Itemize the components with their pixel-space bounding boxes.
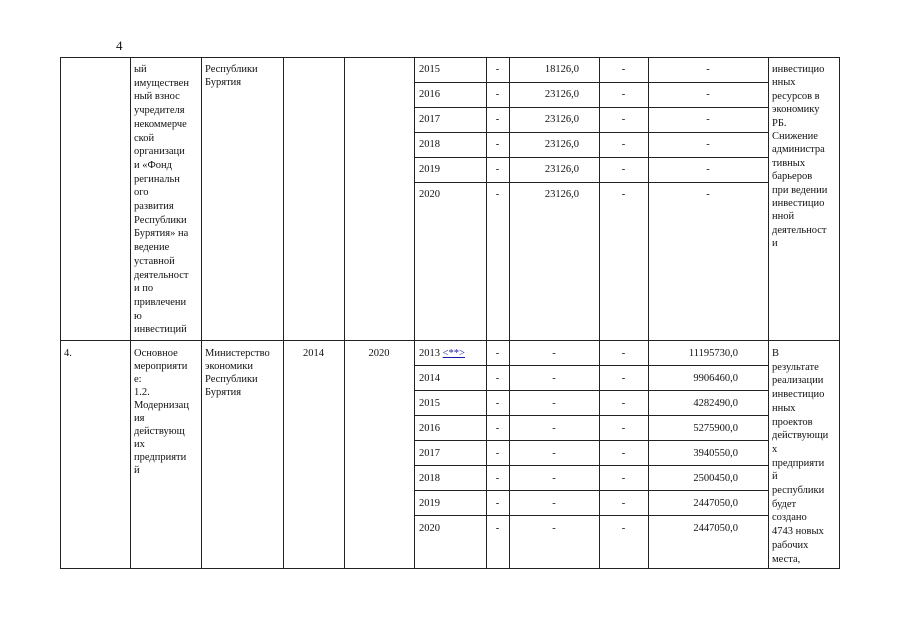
value-cell: - — [495, 448, 500, 459]
result-text: действующи — [772, 430, 829, 442]
value-cell: 11195730,0 — [688, 348, 738, 359]
measure-name-text: мероприяти — [134, 361, 188, 372]
value-cell: - — [495, 64, 500, 75]
year-cell: 2018 — [419, 139, 440, 150]
executor-text: Республики — [205, 64, 258, 75]
column-border — [599, 57, 600, 569]
result-text: проектов — [772, 416, 813, 428]
result-text: В — [772, 348, 780, 359]
result-text: рабочих — [772, 539, 809, 551]
value-cell: - — [552, 473, 556, 484]
year-cell: 2020 — [419, 189, 440, 200]
year-row-border — [414, 440, 768, 441]
measure-name-text: организаци — [134, 146, 185, 158]
value-cell: - — [706, 189, 710, 200]
row-number: 4. — [64, 348, 72, 359]
year-cell: 2017 — [419, 114, 440, 125]
year-cell: 2013 <**> — [419, 348, 465, 359]
result-text: будет — [772, 498, 797, 510]
result-text: Снижение — [772, 131, 818, 142]
measure-name-text: ого — [134, 187, 149, 199]
value-cell: 2447050,0 — [693, 498, 738, 509]
value-cell: - — [495, 114, 500, 125]
value-cell: - — [552, 523, 556, 534]
result-text: ресурсов в — [772, 90, 820, 102]
year-row-border — [414, 465, 768, 466]
year-cell: 2018 — [419, 473, 440, 484]
value-cell: - — [706, 114, 710, 125]
result-text: администра — [772, 144, 825, 156]
value-cell: 23126,0 — [544, 189, 579, 200]
year-row-border — [414, 365, 768, 366]
value-cell: 23126,0 — [544, 89, 579, 100]
value-cell: - — [621, 139, 626, 150]
result-text: й — [772, 471, 778, 483]
value-cell: 23126,0 — [544, 139, 579, 150]
year-cell: 2017 — [419, 448, 440, 459]
column-border — [509, 57, 510, 569]
value-cell: - — [552, 423, 556, 434]
year-row-border — [414, 157, 768, 158]
measure-name-text: Основное — [134, 348, 178, 359]
year-row-border — [414, 107, 768, 108]
value-cell: - — [495, 189, 500, 200]
value-cell: - — [621, 498, 626, 509]
value-cell: - — [621, 114, 626, 125]
column-border — [201, 57, 202, 569]
year-cell: 2019 — [419, 164, 440, 175]
column-border — [283, 57, 284, 569]
year-cell: 2016 — [419, 423, 440, 434]
year-row-border — [414, 182, 768, 183]
value-cell: - — [552, 348, 556, 359]
year-cell: 2014 — [419, 373, 440, 384]
executor-text: Республики — [205, 374, 258, 385]
value-cell: - — [621, 423, 626, 434]
result-text: предприяти — [772, 457, 825, 469]
measure-name-text: регинальн — [134, 173, 180, 185]
value-cell: - — [621, 189, 626, 200]
result-text: при ведении — [772, 184, 828, 196]
result-text: инвестицио — [772, 389, 825, 401]
measure-name-text: некоммерче — [134, 118, 187, 130]
measure-name-text: Республики — [134, 214, 187, 226]
measure-name-text: имуществен — [134, 77, 189, 89]
measure-name-text: предприяти — [134, 452, 187, 463]
column-border — [768, 57, 769, 569]
value-cell: - — [621, 164, 626, 175]
value-cell: - — [621, 398, 626, 409]
value-cell: 23126,0 — [544, 164, 579, 175]
result-text: реализации — [772, 375, 824, 387]
value-cell: - — [706, 89, 710, 100]
value-cell: - — [495, 164, 500, 175]
year-cell: 2015 — [419, 398, 440, 409]
measure-name-text: учредителя — [134, 105, 185, 117]
measure-name-text: уставной — [134, 255, 175, 267]
value-cell: - — [495, 348, 500, 359]
value-cell: - — [495, 139, 500, 150]
measure-name-text: ской — [134, 132, 155, 144]
column-border — [648, 57, 649, 569]
column-border — [60, 57, 61, 569]
measure-name-text: ю — [134, 310, 142, 322]
value-cell: - — [495, 398, 500, 409]
year-row-border — [414, 490, 768, 491]
measure-name-text: Бурятия» на — [134, 228, 189, 240]
column-border — [839, 57, 840, 569]
measure-name-text: ный взнос — [134, 91, 180, 103]
value-cell: - — [706, 64, 710, 75]
executor-text: Министерство — [205, 348, 270, 359]
value-cell: - — [621, 448, 626, 459]
value-cell: - — [552, 448, 556, 459]
result-text: места, — [772, 553, 801, 565]
executor-text: Бурятия — [205, 77, 242, 88]
value-cell: - — [621, 373, 626, 384]
result-text: инвестицио — [772, 198, 825, 209]
measure-name-text: и по — [134, 283, 154, 295]
value-cell: 2447050,0 — [693, 523, 738, 534]
value-cell: 5275900,0 — [693, 423, 738, 434]
result-text: нных — [772, 402, 796, 414]
value-cell: - — [495, 373, 500, 384]
value-cell: - — [621, 89, 626, 100]
result-text: нной — [772, 211, 795, 223]
column-border — [130, 57, 131, 569]
value-cell: - — [495, 89, 500, 100]
measure-name-text: и «Фонд — [134, 159, 173, 171]
value-cell: - — [706, 164, 710, 175]
result-text: и — [772, 238, 778, 250]
measure-name-text: ведение — [134, 242, 170, 254]
year-row-border — [414, 390, 768, 391]
value-cell: - — [552, 398, 556, 409]
value-cell: - — [495, 523, 500, 534]
measure-name-text: действующ — [134, 426, 185, 437]
result-text: результате — [772, 361, 819, 373]
value-cell: - — [495, 498, 500, 509]
executor-text: экономики — [205, 361, 253, 372]
value-cell: 2500450,0 — [693, 473, 738, 484]
column-border — [344, 57, 345, 569]
measure-name-text: ый — [134, 64, 147, 75]
result-text: нных — [772, 77, 796, 89]
value-cell: - — [552, 373, 556, 384]
value-cell: - — [621, 64, 626, 75]
column-border — [486, 57, 487, 569]
table-top-border — [60, 57, 840, 58]
value-cell: 23126,0 — [544, 114, 579, 125]
value-cell: - — [621, 523, 626, 534]
value-cell: - — [621, 348, 626, 359]
value-cell: - — [706, 139, 710, 150]
result-text: инвестицио — [772, 64, 825, 75]
measure-name-text: 1.2. — [134, 387, 150, 398]
page-number: 4 — [116, 38, 123, 53]
year-row-border — [414, 415, 768, 416]
result-text: 4743 новых — [772, 526, 824, 538]
year-cell: 2015 — [419, 64, 440, 75]
start-year: 2014 — [303, 348, 324, 359]
value-cell: - — [495, 473, 500, 484]
value-cell: 4282490,0 — [693, 398, 738, 409]
end-year: 2020 — [368, 348, 390, 359]
measure-name-text: ия — [134, 413, 145, 424]
measure-name-text: й — [134, 465, 140, 476]
measure-name-text: привлечени — [134, 296, 187, 308]
measure-name-text: их — [134, 439, 145, 450]
result-text: экономику — [772, 104, 820, 116]
result-text: создано — [772, 512, 807, 524]
year-cell: 2019 — [419, 498, 440, 509]
measure-name-text: Модернизац — [134, 400, 189, 411]
value-cell: 3940550,0 — [693, 448, 738, 459]
year-row-border — [414, 82, 768, 83]
value-cell: - — [495, 423, 500, 434]
measure-name-text: инвестиций — [134, 324, 187, 336]
value-cell: 18126,0 — [544, 64, 579, 75]
row-divider — [60, 340, 840, 341]
executor-text: Бурятия — [205, 387, 242, 398]
table-bottom-border — [60, 568, 840, 569]
result-text: республики — [772, 485, 825, 496]
year-cell: 2020 — [419, 523, 440, 534]
result-text: тивных — [772, 157, 806, 169]
value-cell: - — [552, 498, 556, 509]
measure-name-text: е: — [134, 374, 142, 385]
column-border — [414, 57, 415, 569]
footnote-link[interactable]: <**> — [442, 348, 465, 359]
year-row-border — [414, 132, 768, 133]
result-text: барьеров — [772, 171, 813, 183]
year-row-border — [414, 515, 768, 516]
value-cell: 9906460,0 — [693, 373, 738, 384]
value-cell: - — [621, 473, 626, 484]
result-text: деятельност — [772, 224, 827, 236]
year-cell: 2016 — [419, 89, 440, 100]
measure-name-text: деятельност — [134, 269, 189, 281]
result-text: РБ. — [772, 117, 787, 129]
result-text: х — [772, 443, 778, 455]
measure-name-text: развития — [134, 201, 174, 212]
